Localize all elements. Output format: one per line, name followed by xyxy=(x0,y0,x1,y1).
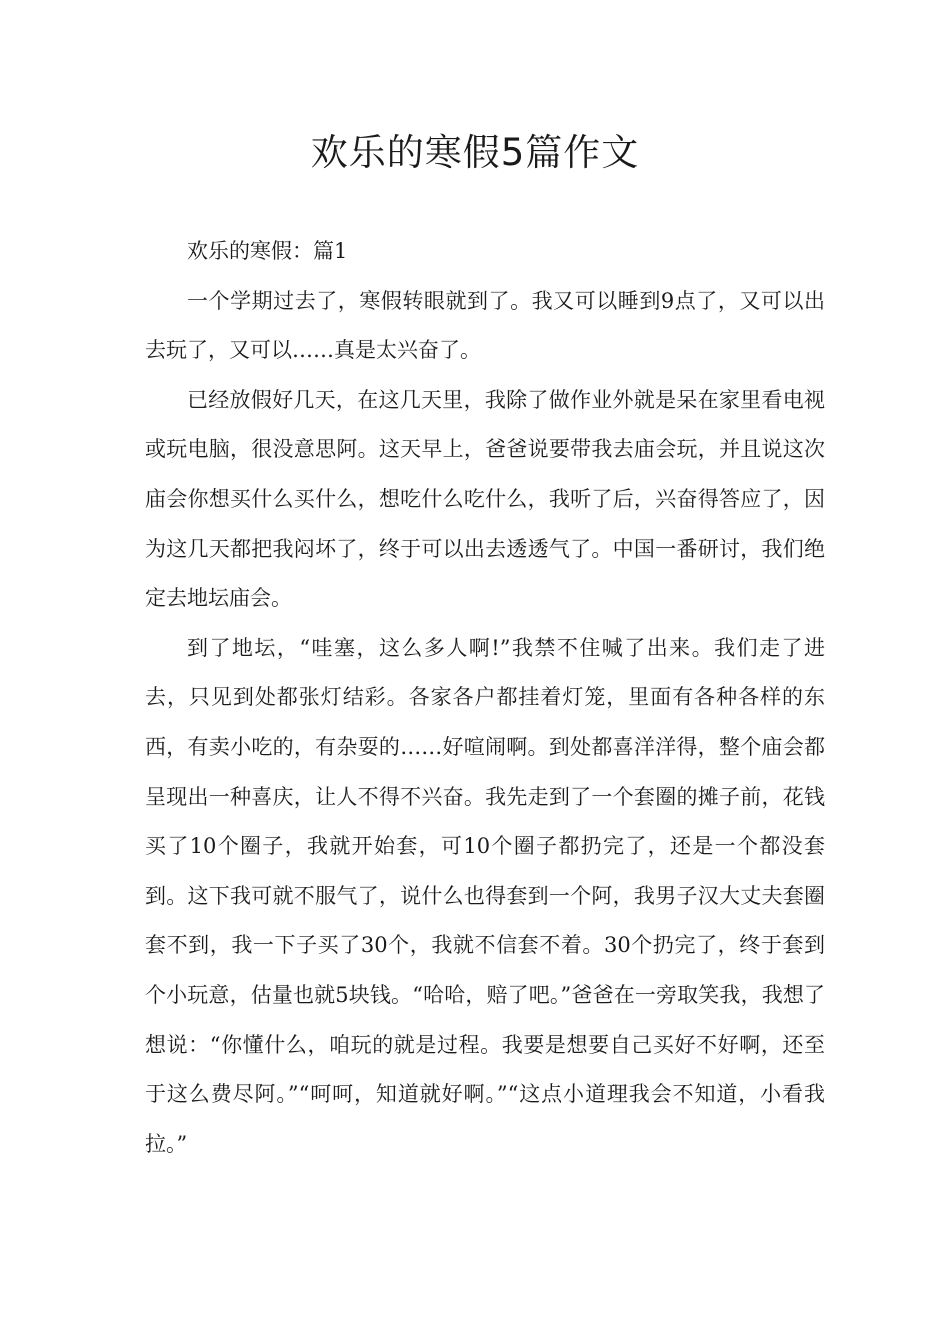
paragraph: 到了地坛，“哇塞，这么多人啊!”我禁不住喊了出来。我们走了进去，只见到处都张灯结彩。各家各户都挂着灯笼，里面有各种各样的东西，有卖小吃的，有杂耍的……好喧闹啊。到处都喜洋洋得，整个庙会都呈现出一种喜庆，让人不得不兴奋。我先走到了一个套圈的摊子前，花钱买了10个圈子，我就开始套，可10个圈子都扔完了，还是一个都没套到。这下我可就不服气了，说什么也得套到一个阿，我男子汉大丈夫套圈套不到，我一下子买了30个，我就不信套不着。30个扔完了，终于套到个小玩意，估量也就5块钱。“哈哈，赔了吧。”爸爸在一旁取笑我，我想了想说：“你懂什么，咱玩的就是过程。我要是想要自己买好不好啊，还至于这么费尽阿。”“呵呵，知道就好啊。”“这点小道理我会不知道，小看我拉。” xyxy=(145,635,825,1156)
paragraph: 一个学期过去了，寒假转眼就到了。我又可以睡到9点了，又可以出去玩了，又可以……真是太兴奋了。 xyxy=(145,288,825,363)
section-heading: 欢乐的寒假：篇1 xyxy=(187,239,348,263)
document-title: 欢乐的寒假5篇作文 xyxy=(310,131,640,174)
paragraph: 已经放假好几天，在这几天里，我除了做作业外就是呆在家里看电视或玩电脑，很没意思阿。这天早上，爸爸说要带我去庙会玩，并且说这次庙会你想买什么买什么，想吃什么吃什么，我听了后，兴奋得答应了，因为这几天都把我闷坏了，终于可以出去透透气了。中国一番研讨，我们绝定去地坛庙会。 xyxy=(145,387,825,611)
document-body xyxy=(145,227,825,1169)
